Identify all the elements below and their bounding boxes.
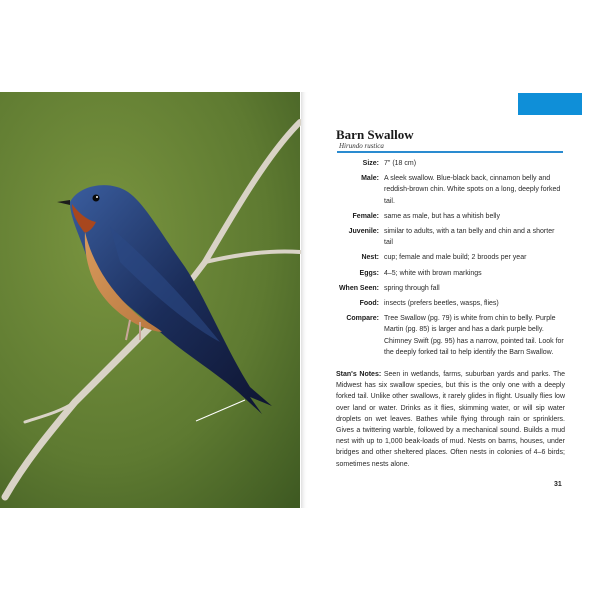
details-list [329,158,565,362]
detail-label: Nest: [361,254,379,262]
scientific-name: Hirundo rustica [339,142,384,150]
text-page [301,92,599,508]
detail-value: similar to adults, with a tan belly and chin and a shorter tail [384,228,555,247]
detail-label: Juvenile: [348,228,379,236]
detail-row-compare [329,313,565,358]
detail-row-juvenile [329,226,565,248]
photo-caption [114,507,214,527]
detail-label: Compare: [346,315,379,323]
detail-value: 4–5; white with brown markings [384,269,482,277]
detail-row-nest [329,252,565,263]
detail-value: Tree Swallow (pg. 79) is white from chin to belly. Purple Martin (pg. 85) is larger and has a dark purple belly. Chimney Swift (pg. 95) has a narrow, pointed tail. Look for the deeply forked tail to help identify the Barn Swallow. [384,315,564,356]
notes-text: Seen in wetlands, farms, suburban yards and parks. The Midwest has six swallow species, but this is the only one with a deeply forked tail. Unlike other swallows, it rarely glides in flight. Usually flies low over land or water. Drinks as it flies, skimming water, or will sip water droplets on wet leaves. Bathes while flying through rain or sprinklers. Gives a twittering warble, followed by a mechanical sound. Builds a mud nest with up to 1,000 beak-loads of mud. Nests on barns, houses, under bridges and other sheltered places. Often nests in colonies of 4–6 birds; sometimes nests alone. [336,371,566,468]
detail-row-female [329,211,565,222]
detail-row-eggs [329,268,565,279]
detail-value: same as male, but has a whitish belly [384,212,500,220]
title-rule [337,151,563,153]
caption-line-2: deeply forked tail [129,517,199,527]
detail-label: Male: [361,175,379,183]
species-title: Barn Swallow [336,127,414,142]
detail-value: insects (prefers beetles, wasps, flies) [384,300,499,308]
detail-label: Eggs: [359,269,379,277]
bird-photo [0,92,300,527]
detail-row-when-seen [329,283,565,294]
detail-label: Food: [359,300,379,308]
detail-value: spring through fall [384,284,440,292]
detail-label: When Seen: [338,284,379,292]
detail-row-male [329,173,565,207]
barn-swallow-illustration [0,92,300,508]
detail-value: A sleek swallow. Blue-black back, cinnamon belly and reddish-brown chin. White spots on a long, deeply forked tail. [384,175,561,205]
page-number: 31 [554,481,562,488]
detail-row-food [329,298,565,309]
detail-label: Size: [362,160,379,167]
detail-value: cup; female and male build; 2 broods per year [384,254,527,262]
detail-value: 7" (18 cm) [384,160,417,167]
stans-notes [336,369,565,470]
notes-label: Stan's Notes: [336,371,382,378]
detail-label: Female: [352,212,379,220]
detail-row-size [329,158,565,169]
section-color-tab [518,93,582,115]
caption-line-1: Look for the [139,507,189,517]
